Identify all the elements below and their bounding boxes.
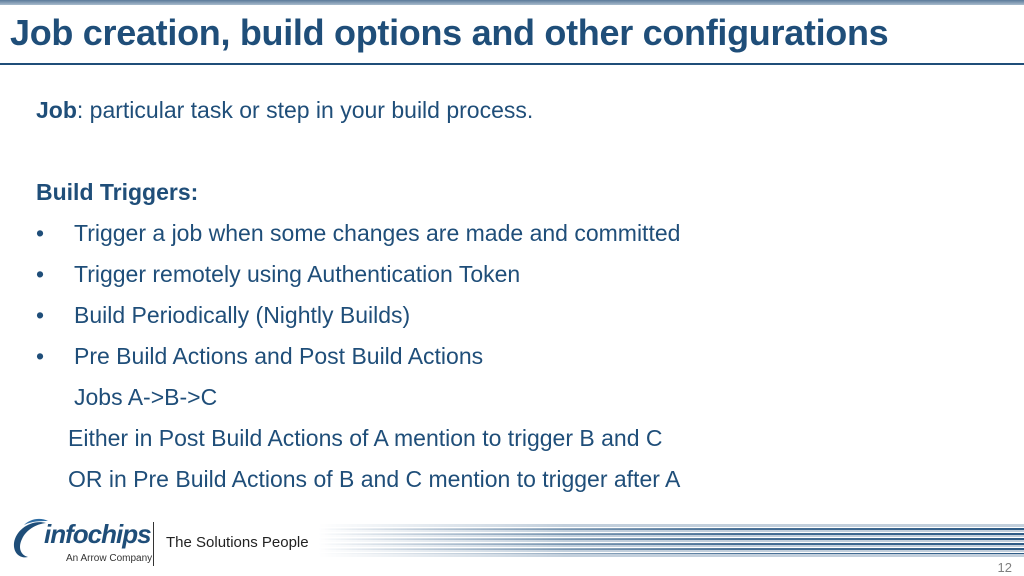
sub-line-pre-build: OR in Pre Build Actions of B and C mention to trigger after A <box>68 466 681 492</box>
logo-subtitle: An Arrow Company <box>66 553 153 564</box>
bullet-icon: • <box>36 261 45 287</box>
top-accent-bar <box>0 0 1024 5</box>
bullet-icon: • <box>36 302 45 328</box>
job-definition: : particular task or step in your build process. <box>76 97 534 123</box>
logo-wordmark: infochips <box>44 519 151 549</box>
title-underline <box>0 63 1024 65</box>
page-number: 12 <box>997 560 1012 575</box>
footer-stripes-dark <box>318 528 1024 554</box>
bullet-text: Build Periodically (Nightly Builds) <box>74 302 411 328</box>
bullet-text: Trigger remotely using Authentication Token <box>74 261 521 287</box>
bullet-item <box>36 213 996 254</box>
bullet-item <box>36 336 996 377</box>
bullet-text: Trigger a job when some changes are made and committed <box>74 220 681 246</box>
bullet-item <box>36 254 996 295</box>
slide-body <box>36 90 996 500</box>
spacer <box>36 131 996 172</box>
bullet-text: Pre Build Actions and Post Build Actions <box>74 343 484 369</box>
logo-divider <box>153 522 154 566</box>
bullet-icon: • <box>36 220 45 246</box>
job-definition-line <box>36 90 996 131</box>
sub-line-post-build: Either in Post Build Actions of A mention to trigger B and C <box>68 425 663 451</box>
build-triggers-heading: Build Triggers: <box>36 179 199 205</box>
sub-line-jobs-chain: Jobs A->B->C <box>74 384 218 410</box>
einfochips-logo <box>10 515 153 570</box>
bullet-icon: • <box>36 343 45 369</box>
slide-title: Job creation, build options and other configurations <box>10 12 889 53</box>
job-term: Job <box>36 97 77 123</box>
bullet-item <box>36 295 996 336</box>
company-tagline: The Solutions People <box>166 534 309 551</box>
